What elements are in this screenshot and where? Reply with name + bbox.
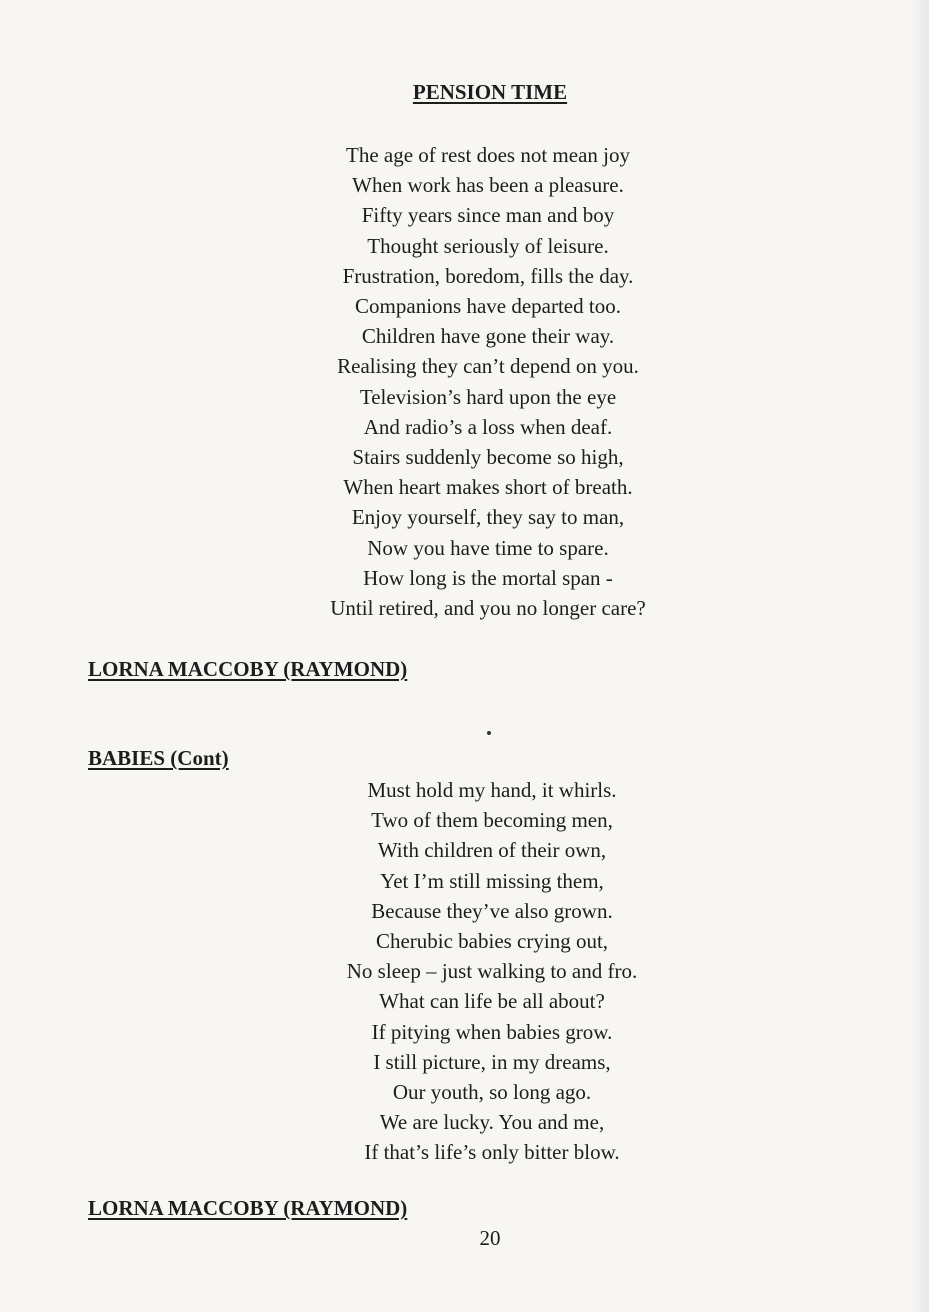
poem-author-pension-time: LORNA MACCOBY (RAYMOND): [88, 657, 408, 681]
poem-line: No sleep – just walking to and fro.: [346, 959, 638, 984]
poem-line: When heart makes short of breath.: [343, 475, 633, 500]
poem-line: Our youth, so long ago.: [392, 1080, 592, 1105]
poem-line: Two of them becoming men,: [371, 808, 613, 833]
poem-author-babies: LORNA MACCOBY (RAYMOND): [88, 1196, 408, 1220]
poem-line: When work has been a pleasure.: [352, 173, 624, 198]
poem-line: How long is the mortal span -: [363, 565, 613, 590]
poem-title-pension-time: PENSION TIME: [412, 80, 568, 104]
poem-line: If that’s life’s only bitter blow.: [364, 1140, 620, 1165]
poem-line: Yet I’m still missing them,: [380, 868, 604, 893]
poem-line: Frustration, boredom, fills the day.: [342, 263, 634, 288]
poem-line: Thought seriously of leisure.: [367, 233, 609, 258]
poem-line: Must hold my hand, it whirls.: [367, 778, 617, 802]
poem-line: Fifty years since man and boy: [361, 203, 615, 228]
poem-line: Now you have time to spare.: [367, 535, 609, 560]
poem-line: Television’s hard upon the eye: [359, 384, 617, 409]
poem-pension-time: [188, 140, 788, 623]
page-edge-shadow: [911, 0, 929, 1312]
poem-line: If pitying when babies grow.: [371, 1019, 613, 1044]
poem-line: Until retired, and you no longer care?: [330, 596, 646, 621]
poem-line: And radio’s a loss when deaf.: [363, 414, 613, 439]
poem-line: Stairs suddenly become so high,: [352, 445, 624, 470]
poem-line: Enjoy yourself, they say to man,: [351, 505, 625, 530]
poem-line: Cherubic babies crying out,: [375, 929, 609, 954]
poem-line: I still picture, in my dreams,: [373, 1049, 611, 1074]
poem-line: Children have gone their way.: [361, 324, 615, 349]
poem-line: Companions have departed too.: [355, 294, 621, 319]
poem-line: With children of their own,: [377, 838, 607, 863]
page-number: 20: [479, 1226, 501, 1250]
poem-babies: [192, 775, 792, 1168]
poem-line: What can life be all about?: [379, 989, 605, 1014]
scan-speck: [487, 731, 491, 735]
poem-line: We are lucky. You and me,: [379, 1110, 605, 1135]
poem-line: Realising they can’t depend on you.: [337, 354, 639, 379]
poem-line: Because they’ve also grown.: [371, 898, 613, 923]
poem-line: The age of rest does not mean joy: [346, 143, 630, 167]
poem-title-babies: BABIES (Cont): [88, 746, 229, 770]
